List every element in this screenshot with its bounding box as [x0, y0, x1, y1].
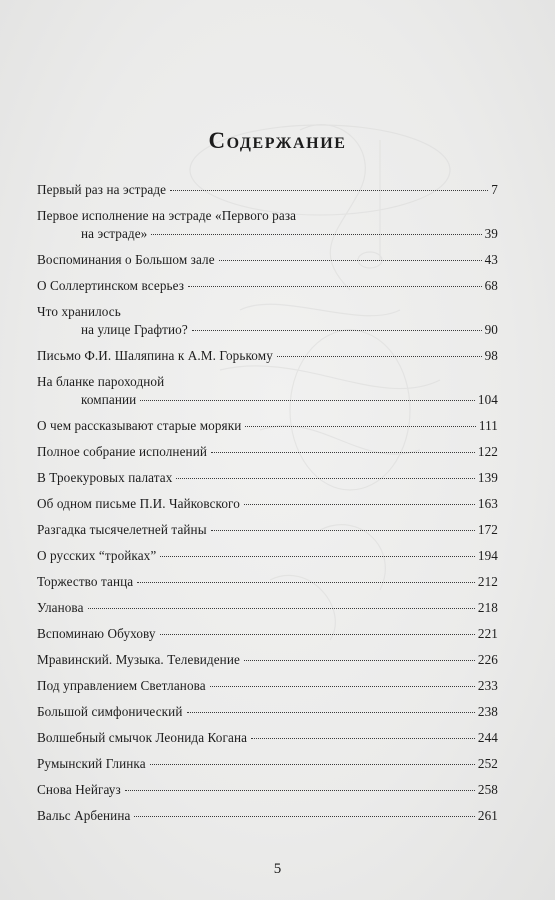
toc-entry-title: Письмо Ф.И. Шаляпина к А.М. Горькому — [37, 348, 273, 363]
toc-page-number: 7 — [491, 182, 498, 197]
toc-entry-row — [37, 207, 498, 225]
toc-entry[interactable] — [37, 625, 498, 643]
toc-entry-title: Первый раз на эстраде — [37, 182, 167, 197]
toc-page-number: 68 — [484, 278, 498, 293]
dot-leader — [170, 190, 488, 191]
toc-page-number: 218 — [477, 600, 498, 615]
toc-page-number: 252 — [477, 756, 498, 771]
toc-entry-row — [37, 495, 498, 513]
dot-leader — [134, 816, 474, 817]
toc-entry[interactable] — [37, 181, 498, 199]
toc-entry-title: О русских “тройках” — [37, 548, 157, 563]
toc-entry-title: О чем рассказывают старые моряки — [37, 418, 242, 433]
toc-entry[interactable] — [37, 443, 498, 461]
toc-page-number: 111 — [478, 418, 498, 433]
toc-entry-title: Первое исполнение на эстраде «Первого раза — [37, 208, 297, 223]
toc-entry-row — [37, 677, 498, 695]
toc-page-number: 221 — [477, 626, 498, 641]
dot-leader — [211, 452, 475, 453]
dot-leader — [160, 556, 475, 557]
toc-page-number: 39 — [484, 226, 498, 241]
toc-entry-row — [37, 373, 498, 391]
toc-entry-row — [37, 703, 498, 721]
dot-leader — [244, 504, 475, 505]
toc-entry[interactable] — [37, 207, 498, 243]
toc-entry-title: Уланова — [37, 600, 84, 615]
toc-entry-row — [37, 251, 498, 269]
toc-page-number: 43 — [484, 252, 498, 267]
toc-page-number: 163 — [477, 496, 498, 511]
dot-leader — [211, 530, 475, 531]
toc-entry-title: Разгадка тысячелетней тайны — [37, 522, 207, 537]
dot-leader — [187, 712, 475, 713]
toc-entry-title: О Соллертинском всерьез — [37, 278, 185, 293]
toc-entry-row — [37, 181, 498, 199]
dot-leader — [210, 686, 475, 687]
toc-entry-title: Вспоминаю Обухову — [37, 626, 156, 641]
toc-entry-title: Под управлением Светланова — [37, 678, 206, 693]
toc-entry-row — [37, 225, 498, 243]
toc-entry[interactable] — [37, 417, 498, 435]
toc-entry-row — [37, 277, 498, 295]
toc-entry-row — [37, 807, 498, 825]
toc-entry[interactable] — [37, 703, 498, 721]
toc-page-number: 233 — [477, 678, 498, 693]
dot-leader — [150, 764, 475, 765]
toc-entry[interactable] — [37, 729, 498, 747]
toc-entry-row — [37, 347, 498, 365]
dot-leader — [140, 400, 475, 401]
toc-entry-row — [37, 755, 498, 773]
toc-entry-title: Полное собрание исполнений — [37, 444, 208, 459]
toc-entry[interactable] — [37, 807, 498, 825]
toc-entry[interactable] — [37, 277, 498, 295]
toc-entry[interactable] — [37, 373, 498, 409]
dot-leader — [151, 234, 481, 235]
toc-entry[interactable] — [37, 755, 498, 773]
toc-page-number: 122 — [477, 444, 498, 459]
toc-entry-title: Волшебный смычок Леонида Когана — [37, 730, 248, 745]
toc-page-number: 90 — [484, 322, 498, 337]
toc-page-number: 139 — [477, 470, 498, 485]
toc-entry-title-continued: на улице Графтио? — [81, 322, 188, 337]
toc-entry-title: Вальс Арбенина — [37, 808, 131, 823]
dot-leader — [137, 582, 475, 583]
toc-entry-title: Снова Нейгауз — [37, 782, 121, 797]
toc-entry-row — [37, 547, 498, 565]
toc-entry-row — [37, 303, 498, 321]
toc-entry-title: Что хранилось — [37, 304, 121, 319]
toc-entry-row — [37, 781, 498, 799]
toc-entry-row — [37, 521, 498, 539]
table-of-contents — [37, 181, 498, 825]
toc-entry-title: Об одном письме П.И. Чайковского — [37, 496, 240, 511]
toc-page-number: 238 — [477, 704, 498, 719]
dot-leader — [277, 356, 482, 357]
toc-page-number: 212 — [477, 574, 498, 589]
toc-page-number: 104 — [477, 392, 498, 407]
toc-entry-title: Мравинский. Музыка. Телевидение — [37, 652, 240, 667]
dot-leader — [88, 608, 475, 609]
toc-entry-row — [37, 573, 498, 591]
dot-leader — [125, 790, 475, 791]
dot-leader — [160, 634, 475, 635]
toc-page-number: 261 — [477, 808, 498, 823]
toc-entry-title-continued: компании — [81, 392, 137, 407]
dot-leader — [176, 478, 474, 479]
toc-entry-row — [37, 417, 498, 435]
toc-entry[interactable] — [37, 547, 498, 565]
toc-entry-row — [37, 625, 498, 643]
dot-leader — [188, 286, 482, 287]
toc-entry[interactable] — [37, 677, 498, 695]
dot-leader — [245, 426, 476, 427]
toc-entry[interactable] — [37, 651, 498, 669]
toc-entry[interactable] — [37, 251, 498, 269]
dot-leader — [244, 660, 475, 661]
toc-entry-title-continued: на эстраде» — [81, 226, 148, 241]
toc-page-number: 258 — [477, 782, 498, 797]
toc-entry-row — [37, 391, 498, 409]
toc-entry[interactable] — [37, 781, 498, 799]
toc-page-number: 172 — [477, 522, 498, 537]
toc-page-number: 194 — [477, 548, 498, 563]
toc-entry-row — [37, 651, 498, 669]
dot-leader — [192, 330, 482, 331]
toc-entry[interactable] — [37, 347, 498, 365]
toc-entry[interactable] — [37, 521, 498, 539]
toc-entry-title: В Троекуровых палатах — [37, 470, 173, 485]
toc-entry-row — [37, 469, 498, 487]
toc-entry-title: Воспоминания о Большом зале — [37, 252, 215, 267]
toc-page-number: 98 — [484, 348, 498, 363]
toc-page-number: 244 — [477, 730, 498, 745]
toc-entry-row — [37, 599, 498, 617]
toc-entry-title: Большой симфонический — [37, 704, 183, 719]
toc-entry[interactable] — [37, 303, 498, 339]
toc-entry[interactable] — [37, 495, 498, 513]
contents-heading: Содержание — [208, 128, 347, 153]
toc-entry-title: На бланке пароходной — [37, 374, 165, 389]
toc-entry-row — [37, 321, 498, 339]
toc-entry[interactable] — [37, 573, 498, 591]
toc-entry-row — [37, 443, 498, 461]
dot-leader — [251, 738, 475, 739]
page-number-footer: 5 — [273, 861, 282, 877]
toc-entry[interactable] — [37, 599, 498, 617]
toc-entry-title: Румынский Глинка — [37, 756, 146, 771]
dot-leader — [219, 260, 482, 261]
toc-entry-title: Торжество танца — [37, 574, 134, 589]
toc-page-number: 226 — [477, 652, 498, 667]
toc-entry[interactable] — [37, 469, 498, 487]
toc-entry-row — [37, 729, 498, 747]
